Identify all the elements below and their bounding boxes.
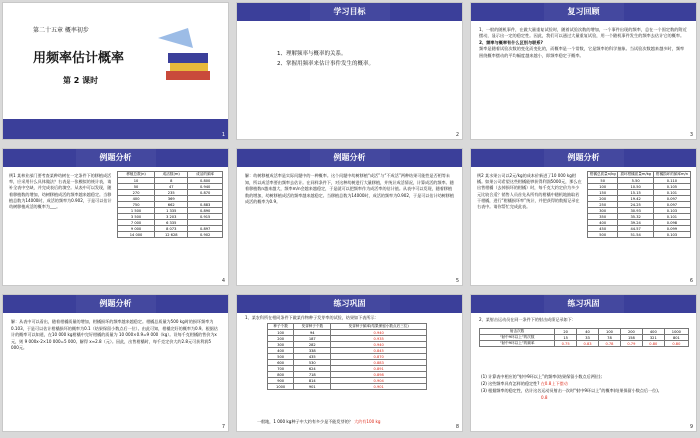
slide-heading: 练习巩固	[544, 295, 624, 313]
table-cell: 624	[294, 366, 331, 372]
slide-number: 8	[455, 424, 459, 430]
table-cell: 662	[155, 202, 188, 208]
table-cell: 10.50	[618, 184, 653, 190]
exercise-footer	[257, 419, 380, 425]
table-cell: 30.93	[618, 208, 653, 214]
slide-number: 4	[221, 278, 225, 284]
table-header: 400	[642, 329, 664, 335]
example-text: 例1 某林业部门要考查某种幼树在一定条件下的移植成活率，应采用什么具体做法？右表是一张模拟的统计表，请补全表中空缺，并完成表后的填空。从表中可以发现，随着移植数的增加，幼树移植成活的频率越来越稳定。当移植总数为14000时，成活的频率为0.902，于是可以估计幼树移植成活的概率为___。	[9, 173, 112, 210]
table-cell: “射中9环以上”的频率	[480, 341, 555, 347]
review-question-2: 2、频率与概率有什么区别与联系?	[479, 39, 543, 45]
table-cell: 500	[588, 232, 618, 238]
table-cell: 300	[588, 208, 618, 214]
table-cell: 0.800	[188, 178, 223, 184]
chapter-label: 第二十五章 概率初步	[33, 27, 89, 34]
table-cell: 0.101	[653, 214, 690, 220]
table-header: 射击次数	[480, 329, 555, 335]
review-point-1: 1、一般的随机事件，在做大量重复试验时，随着试验次数的增加，一个事件出现的频率，总在一个固定数的附近摆动，显示出一定的稳定性。因此，我们可以通过大量重复试验，用一个随机事件发生的频率去估计它的概率。	[479, 27, 687, 39]
table-cell: 0.890	[188, 208, 223, 214]
exercise-question: 2、某射击运动员在同一条件下的射击成绩记录如下：	[479, 317, 576, 322]
slide-thumbnail-6[interactable]	[470, 148, 697, 286]
survival-table	[117, 171, 223, 238]
slide-thumbnail-4[interactable]	[2, 148, 229, 286]
table-header: 100	[599, 329, 621, 335]
slide-heading: 例题分析	[310, 149, 390, 167]
slide-header	[471, 149, 696, 167]
solution-text: 解：幼树移植成活率是实际问题中的一种概率。这个问题中幼树移植“成活”与“不成活”两种结果可能性是否相等未知，所以成活率要由频率去估计。在同样条件下，对这种幼树进行大量移植，并统计成活情况，计算成活的频率。随着移植数n越来越大，频率m/n会越来越稳定，于是就可以把频率作为成活率的估计值。从表中可以发现，随着移植数的增加，幼树移植成活的频率越来越稳定。当移植总数为14000时，成活的频率为0.902，于是可以估计幼树移植成活的概率为0.9。	[245, 173, 454, 205]
table-cell: 3 500	[118, 214, 155, 220]
table-header: 成活的频率	[188, 172, 223, 178]
table-cell: 50	[588, 178, 618, 184]
slide-heading: 例题分析	[544, 149, 624, 167]
decorative-books-illustration	[148, 23, 218, 93]
table-cell: 530	[294, 360, 331, 366]
table-cell: 0.098	[653, 220, 690, 226]
slide-thumbnail-8[interactable]	[236, 294, 463, 432]
table-cell: 718	[294, 372, 331, 378]
slide-thumbnail-5[interactable]	[236, 148, 463, 286]
table-cell: 270	[118, 190, 155, 196]
table-cell: 800	[268, 372, 294, 378]
table-cell: 0.940	[188, 184, 223, 190]
table-cell: 600	[268, 360, 294, 366]
table-header: 40	[577, 329, 599, 335]
slide-heading: 练习巩固	[310, 295, 390, 313]
table-cell: 700	[268, 366, 294, 372]
table-cell: 51.54	[618, 232, 653, 238]
table-cell: 100	[268, 330, 294, 336]
slide-header	[3, 295, 228, 313]
table-cell: 0.940	[331, 342, 427, 348]
table-cell: 94	[294, 330, 331, 336]
table-cell: 0.883	[188, 202, 223, 208]
table-cell: 0.75	[555, 341, 577, 347]
shooting-table	[479, 328, 689, 347]
slide-number: 3	[689, 132, 693, 138]
table-header: 柑橘损坏的频率m/n	[653, 172, 690, 178]
table-row	[118, 232, 223, 238]
lesson-title: 用频率估计概率	[33, 51, 125, 66]
table-cell: 1 335	[155, 208, 188, 214]
table-cell: 33	[577, 335, 599, 341]
slide-number: 6	[689, 278, 693, 284]
slide-number: 9	[689, 424, 693, 430]
table-header: 20	[555, 329, 577, 335]
review-answer-2: 频率是随着试验次数的变化而变化的，而概率是一个常数，它是频率的科学抽象。当试验次数越来越多时，频率围绕概率摆动的平均幅度越来越小，即频率稳定于概率。	[479, 46, 685, 58]
template-source: 第一PPT模板网-WWW.1PPT.COM	[25, 110, 102, 116]
table-cell: 0.870	[331, 354, 427, 360]
lesson-number: 第 2 课时	[63, 76, 99, 85]
table-cell: “射中9环以上”的次数	[480, 335, 555, 341]
table-cell: 0.915	[188, 214, 223, 220]
table-cell: 400	[588, 220, 618, 226]
sub-question-1: (1) 计算表中相应的“射中9环以上”的频率(结果保留小数点后两位);	[481, 374, 602, 379]
slide-number: 2	[455, 132, 459, 138]
table-cell: 0.902	[188, 232, 223, 238]
table-row	[268, 384, 427, 390]
table-cell: 0.110	[653, 178, 690, 184]
sub-questions	[481, 373, 688, 401]
slide-header	[471, 3, 696, 21]
table-header: 种子个数	[268, 324, 294, 330]
table-cell: 0.097	[653, 202, 690, 208]
table-cell: 3 203	[155, 214, 188, 220]
damage-table	[587, 171, 691, 238]
table-cell: 187	[294, 336, 331, 342]
table-cell: 750	[118, 202, 155, 208]
table-cell: 100	[588, 184, 618, 190]
table-cell: 15.15	[618, 190, 653, 196]
table-cell: 7 000	[118, 220, 155, 226]
table-cell: 19.42	[618, 196, 653, 202]
table-cell: 1 500	[118, 208, 155, 214]
table-cell: 8	[155, 178, 188, 184]
table-cell: 321	[642, 335, 664, 341]
table-cell: 10	[118, 178, 155, 184]
objective-item: 2、掌握用频率来估计事件发生的概率。	[277, 61, 375, 67]
table-cell: 50	[118, 184, 155, 190]
slide-thumbnail-1[interactable]	[2, 2, 229, 140]
table-header: 200	[620, 329, 642, 335]
table-header: 移植总数(n)	[118, 172, 155, 178]
solution-text: 解：从表中可以看出，随着柑橘质量的增加，柑橘损坏的频率越来越稳定。柑橘总质量为500 kg时的损坏频率为0.103，于是可以估计柑橘损坏的概率为0.1（结果保留小数点后一位）。由此可知，柑橘完好的概率为0.9。根据估计的概率可以知道，在10 000 kg柑橘中完好柑橘的质量为 10 000×0.9=9 000（kg）。设每千克柑橘的售价为x元，则 9 000x-2×10 000=5 000。解得 x≈2.8（元）。因此，出售柑橘时，每千克定价大约2.8元可获利润5 000元。	[11, 319, 218, 351]
footer-question: 一般地，1 000 kg种子中大约有多少是不能发芽的？	[257, 419, 353, 424]
example-text: 例2 某水果公司以2元/kg的成本价新进了10 000 kg柑橘。如果公司希望这些柑橘能够获得利润5000元，那么在出售柑橘（去掉损坏的柑橘）时，每千克大约定价为多少元比较合适？销售人员首先从所有的柑橘中随机地抽取若干柑橘，进行“柑橘损坏率”统计，并把获得的数据记录在右表中。请你帮忙完成此表。	[477, 173, 582, 210]
table-cell: 24.25	[618, 202, 653, 208]
table-row	[480, 341, 689, 347]
table-cell: 400	[268, 348, 294, 354]
table-cell: 250	[588, 202, 618, 208]
footer-band	[3, 119, 228, 139]
table-cell: 8 073	[155, 226, 188, 232]
table-cell: 282	[294, 342, 331, 348]
table-cell: 39.24	[618, 220, 653, 226]
table-cell: 200	[268, 336, 294, 342]
table-cell: 338	[294, 348, 331, 354]
table-cell: 6 335	[155, 220, 188, 226]
table-cell: 0.099	[653, 226, 690, 232]
slide-thumbnail-2[interactable]	[236, 2, 463, 140]
table-cell: 200	[588, 196, 618, 202]
table-cell: 0.870	[188, 190, 223, 196]
table-cell: 0.904	[331, 378, 427, 384]
table-header: 发芽种子个数	[294, 324, 331, 330]
sub-question-2: (2) 这些频率具有怎样的稳定性?	[481, 381, 540, 386]
slide-number: 7	[221, 424, 225, 430]
answer-2: 在0.8上下摆动	[540, 381, 568, 386]
table-cell: 350	[588, 214, 618, 220]
slide-heading: 例题分析	[76, 149, 156, 167]
table-cell: 0.940	[331, 330, 427, 336]
table-cell: 78	[599, 335, 621, 341]
table-cell: 1000	[268, 384, 294, 390]
table-cell: 0.891	[331, 366, 427, 372]
slide-heading: 复习回顾	[544, 3, 624, 21]
slide-header	[237, 295, 462, 313]
slide-header	[471, 295, 696, 313]
table-cell: 0.80	[664, 341, 688, 347]
table-cell: 12 628	[155, 232, 188, 238]
table-cell: 150	[588, 190, 618, 196]
table-header: 发芽种子频率(结果保留小数点后三位)	[331, 324, 427, 330]
table-cell: 900	[268, 378, 294, 384]
answer-3: 0.8	[541, 395, 548, 400]
slide-heading: 学习目标	[310, 3, 390, 21]
table-cell: 901	[294, 384, 331, 390]
table-header: 柑橘总质量n/kg	[588, 172, 618, 178]
slide-header	[3, 149, 228, 167]
table-cell: 14 000	[118, 232, 155, 238]
table-cell: 0.79	[620, 341, 642, 347]
table-cell: 400	[118, 196, 155, 202]
table-header: 成活数(m)	[155, 172, 188, 178]
table-header: 损坏柑橘质量m/kg	[618, 172, 653, 178]
table-cell: 0.83	[577, 341, 599, 347]
table-row	[588, 232, 691, 238]
table-cell: 0.105	[653, 184, 690, 190]
table-cell: 300	[268, 342, 294, 348]
table-cell: 0.845	[331, 348, 427, 354]
footer-answer: 大约有100 kg	[354, 419, 381, 424]
table-cell: 801	[664, 335, 688, 341]
table-cell: 5.50	[618, 178, 653, 184]
table-cell: 450	[588, 226, 618, 232]
table-cell: 0.78	[599, 341, 621, 347]
table-cell: 435	[294, 354, 331, 360]
sub-question-3: (3) 根据频率的稳定性，估计这名运动员射击一次时“射中9环以上”的概率(结果保留小数点后一位)。	[481, 388, 662, 393]
table-cell: 235	[155, 190, 188, 196]
table-cell: 0.897	[188, 226, 223, 232]
table-cell: 9 000	[118, 226, 155, 232]
slide-thumbnail-9[interactable]	[470, 294, 697, 432]
slide-thumbnail-3[interactable]	[470, 2, 697, 140]
table-cell: 0.103	[653, 208, 690, 214]
table-cell: 44.57	[618, 226, 653, 232]
table-cell: 500	[268, 354, 294, 360]
table-cell: 0.103	[653, 232, 690, 238]
table-cell: 0.901	[331, 384, 427, 390]
table-cell: 158	[620, 335, 642, 341]
exercise-question: 1、某农科所在相同条件下做某作物种子发芽率的试验，结果如下表所示：	[245, 315, 379, 320]
table-cell: 0.935	[331, 336, 427, 342]
slide-heading: 例题分析	[76, 295, 156, 313]
slide-header	[237, 3, 462, 21]
table-cell: 35.32	[618, 214, 653, 220]
table-cell: 0.883	[331, 360, 427, 366]
slide-number: 1	[221, 132, 225, 138]
table-cell: 0.101	[653, 190, 690, 196]
germination-table	[267, 323, 427, 390]
table-cell: 0.898	[331, 372, 427, 378]
table-cell: 814	[294, 378, 331, 384]
table-header: 1000	[664, 329, 688, 335]
slide-header	[237, 149, 462, 167]
table-cell: 15	[555, 335, 577, 341]
objective-item: 1、理解频率与概率的关系。	[277, 51, 347, 57]
slide-thumbnail-7[interactable]	[2, 294, 229, 432]
table-cell: 369	[155, 196, 188, 202]
table-cell: 0.80	[642, 341, 664, 347]
slide-number: 5	[455, 278, 459, 284]
table-cell: 47	[155, 184, 188, 190]
table-cell: 0.097	[653, 196, 690, 202]
